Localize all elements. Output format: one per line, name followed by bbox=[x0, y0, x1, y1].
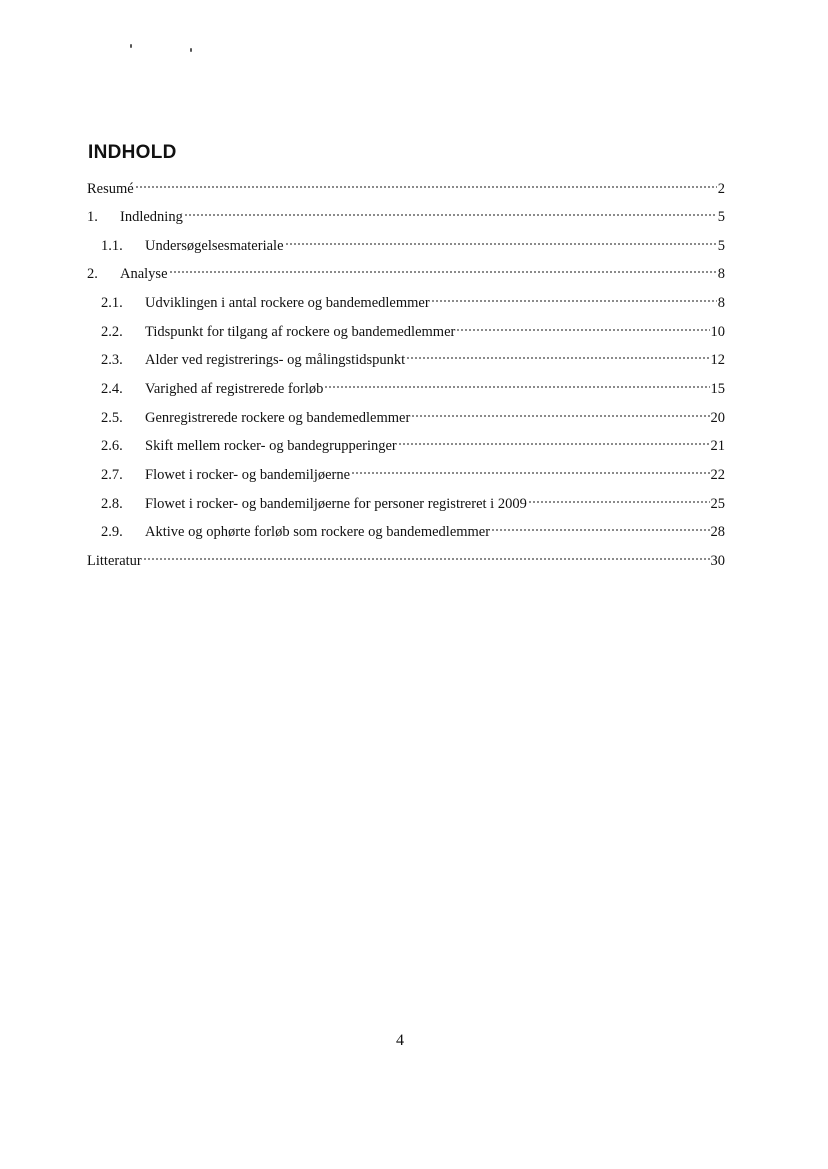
toc-entry-title: Skift mellem rocker- og bandegrupperinger bbox=[145, 438, 397, 454]
dot-leader bbox=[169, 269, 717, 275]
toc-entry-number: 2.1. bbox=[101, 295, 123, 311]
toc-entry-page: 2 bbox=[717, 181, 725, 197]
scan-speck bbox=[130, 44, 132, 48]
toc-entry-undersogelsesmateriale[interactable] bbox=[101, 237, 725, 255]
toc-entry-aktive[interactable] bbox=[101, 523, 725, 541]
toc-entry-litteratur[interactable] bbox=[87, 552, 725, 570]
toc-entry-number: 1.1. bbox=[101, 238, 123, 254]
toc-entry-analyse[interactable] bbox=[87, 265, 725, 283]
toc-entry-alder[interactable] bbox=[101, 351, 725, 369]
dot-leader bbox=[528, 499, 710, 505]
toc-entry-page: 30 bbox=[710, 553, 725, 569]
toc-entry-page: 25 bbox=[710, 496, 725, 512]
toc-entry-resume[interactable] bbox=[87, 180, 725, 198]
dot-leader bbox=[184, 212, 717, 218]
toc-entry-page: 8 bbox=[717, 295, 725, 311]
toc-heading: INDHOLD bbox=[88, 142, 177, 163]
toc-entry-title: Genregistrerede rockere og bandemedlemmer bbox=[145, 410, 411, 426]
toc-entry-number: 2.3. bbox=[101, 352, 123, 368]
toc-entry-title: Varighed af registrerede forløb bbox=[145, 381, 324, 397]
toc-entry-page: 10 bbox=[710, 324, 725, 340]
toc-entry-title: Indledning bbox=[120, 209, 183, 225]
scan-speck bbox=[190, 48, 192, 52]
toc-entry-page: 5 bbox=[717, 209, 725, 225]
toc-entry-title: Udviklingen i antal rockere og bandemedlemmer bbox=[145, 295, 430, 311]
toc-entry-title: Analyse bbox=[120, 266, 168, 282]
toc-entry-title: Alder ved registrerings- og målingstidspunkt bbox=[145, 352, 406, 368]
toc-entry-number: 2. bbox=[87, 266, 98, 282]
toc-entry-title: Aktive og ophørte forløb som rockere og bandemedlemmer bbox=[145, 524, 491, 540]
toc-entry-title: Tidspunkt for tilgang af rockere og bandemedlemmer bbox=[145, 324, 456, 340]
dot-leader bbox=[398, 441, 710, 447]
toc-entry-number: 2.8. bbox=[101, 496, 123, 512]
dot-leader bbox=[285, 241, 717, 247]
toc-entry-number: 2.6. bbox=[101, 438, 123, 454]
toc-entry-udviklingen[interactable] bbox=[101, 294, 725, 312]
dot-leader bbox=[135, 184, 717, 190]
toc-entry-number: 1. bbox=[87, 209, 98, 225]
toc-entry-page: 22 bbox=[710, 467, 725, 483]
dot-leader bbox=[456, 327, 709, 333]
toc-entry-page: 5 bbox=[717, 238, 725, 254]
toc-entry-title: Resumé bbox=[87, 181, 134, 197]
toc-entry-page: 12 bbox=[710, 352, 725, 368]
toc-entry-page: 28 bbox=[710, 524, 725, 540]
dot-leader bbox=[324, 384, 709, 390]
dot-leader bbox=[411, 413, 709, 419]
toc-entry-number: 2.9. bbox=[101, 524, 123, 540]
dot-leader bbox=[406, 355, 709, 361]
dot-leader bbox=[431, 298, 717, 304]
toc-entry-genregistrerede[interactable] bbox=[101, 409, 725, 427]
toc-entry-skift[interactable] bbox=[101, 437, 725, 455]
toc-entry-number: 2.4. bbox=[101, 381, 123, 397]
toc-entry-page: 20 bbox=[710, 410, 725, 426]
toc-entry-number: 2.7. bbox=[101, 467, 123, 483]
toc-entry-page: 8 bbox=[717, 266, 725, 282]
toc-entry-indledning[interactable] bbox=[87, 208, 725, 226]
toc-entry-title: Undersøgelsesmateriale bbox=[145, 238, 284, 254]
toc-entry-page: 15 bbox=[710, 381, 725, 397]
toc-entry-flowet[interactable] bbox=[101, 466, 725, 484]
toc-entry-title: Flowet i rocker- og bandemiljøerne bbox=[145, 467, 351, 483]
toc-entry-page: 21 bbox=[710, 438, 725, 454]
dot-leader bbox=[491, 527, 709, 533]
toc-entry-title: Litteratur bbox=[87, 553, 142, 569]
dot-leader bbox=[351, 470, 709, 476]
toc-entry-number: 2.2. bbox=[101, 324, 123, 340]
toc-entry-number: 2.5. bbox=[101, 410, 123, 426]
toc-entry-title: Flowet i rocker- og bandemiljøerne for personer registreret i 2009 bbox=[145, 496, 527, 512]
dot-leader bbox=[143, 556, 710, 562]
toc-entry-varighed[interactable] bbox=[101, 380, 725, 398]
page-number: 4 bbox=[396, 1032, 404, 1049]
toc-entry-tidspunkt[interactable] bbox=[101, 323, 725, 341]
toc-entry-flowet-2009[interactable] bbox=[101, 495, 725, 513]
